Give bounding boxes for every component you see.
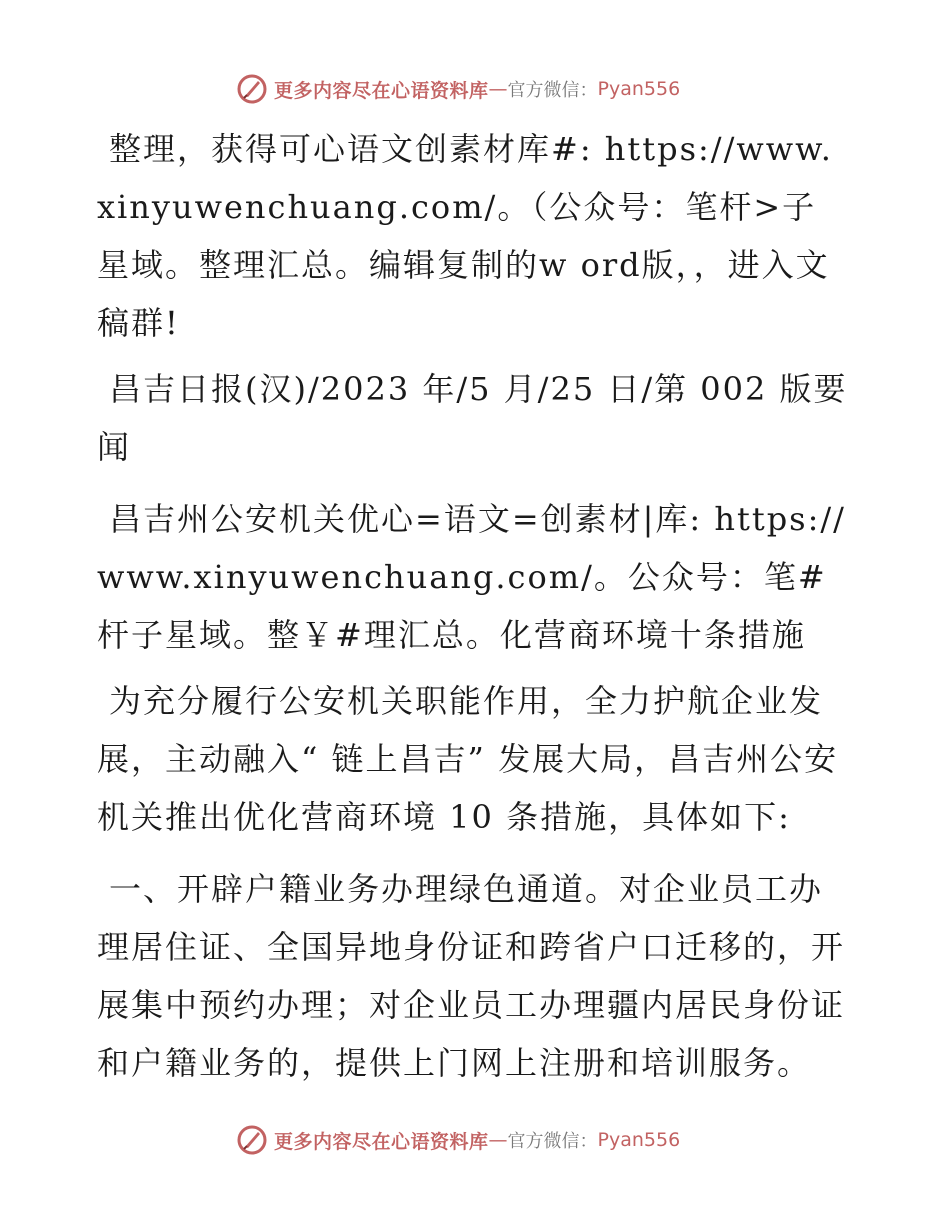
paragraph-intro: 整理，获得可心语文创素材库#: https://www.xinyuwenchuang.com/。（公众号：笔杆>子星域。整理汇总。编辑复制的w ord版，，进入文稿群! (97, 130, 833, 342)
feather-quill-logo-icon (236, 73, 268, 105)
paragraph-lead: 为充分履行公安机关职能作用，全力护航企业发展，主动融入“ 链上昌吉” 发展大局，昌吉州公安机关推出优化营商环境 10 条措施，具体如下: (97, 682, 839, 836)
paragraph-item-1: 一、开辟户籍业务办理绿色通道。对企业员工办理居住证、全国异地身份证和跨省户口迁移的，开展集中预约办理；对企业员工办理疆内居民身份证和户籍业务的，提供上门网上注册和培训服务。 (97, 870, 846, 1082)
banner-dash: — (488, 78, 508, 100)
banner-wechat-label: 官方微信： (507, 1131, 598, 1152)
banner-wechat-id: Pyan556 (597, 1129, 681, 1151)
paragraph-source: 昌吉日报(汉)/2023 年/5 月/25 日/第 002 版要闻 (97, 370, 848, 466)
footer-watermark-banner (236, 1123, 680, 1157)
banner-main-text: 更多内容尽在心语资料库 (274, 79, 489, 102)
document-body (97, 120, 849, 1106)
banner-dash: — (488, 1129, 508, 1151)
header-watermark-banner (236, 72, 680, 106)
banner-wechat-label: 官方微信： (507, 80, 598, 101)
banner-main-text: 更多内容尽在心语资料库 (274, 1130, 489, 1153)
paragraph-headline: 昌吉州公安机关优心=语文=创素材|库: https://www.xinyuwenchuang.com/。公众号：笔#杆子星域。整￥#理汇总。化营商环境十条措施 (97, 500, 846, 654)
banner-wechat-id: Pyan556 (597, 78, 681, 100)
feather-quill-logo-icon (236, 1124, 268, 1156)
